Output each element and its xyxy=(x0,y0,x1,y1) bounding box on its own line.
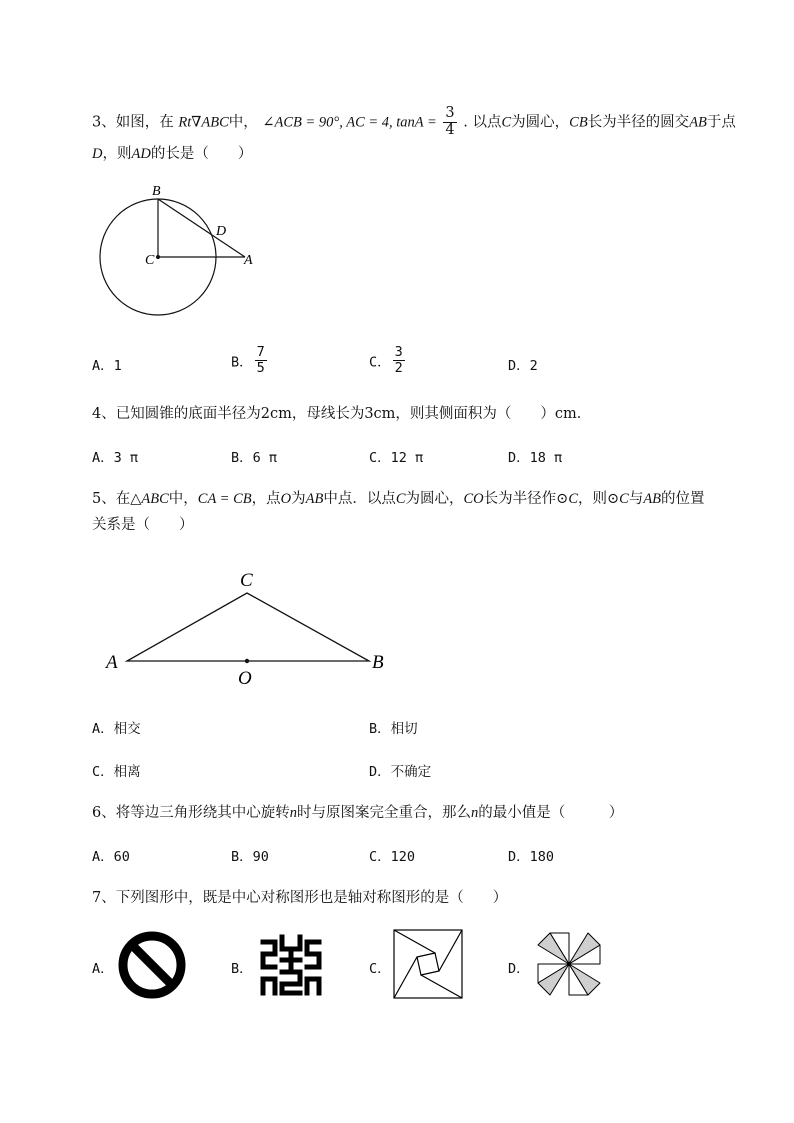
q4-option-c[interactable]: C．12 π xyxy=(369,450,424,466)
q4-text: 4、已知圆锥的底面半径为2cm，母线长为3cm，则其侧面积为（ ）cm． xyxy=(92,406,592,422)
q3-circle-figure xyxy=(90,180,270,320)
q4-option-a[interactable]: A．3 π xyxy=(92,450,139,466)
no-entry-circle-icon[interactable] xyxy=(117,930,187,1000)
q7-option-d-label[interactable]: D． xyxy=(508,961,530,977)
q4-option-d[interactable]: D．18 π xyxy=(508,450,563,466)
q5-line2: 关系是（ ） xyxy=(92,517,194,533)
q6-option-b[interactable]: B．90 xyxy=(231,849,269,865)
q5-label-O: O xyxy=(238,668,252,689)
q7-text: 7、下列图形中，既是中心对称图形也是轴对称图形的是（ ） xyxy=(92,890,508,906)
q7-option-c-label[interactable]: C． xyxy=(369,961,391,977)
q4-option-b[interactable]: B．6 π xyxy=(231,450,278,466)
q3-label-C: C xyxy=(145,253,155,268)
q3-tan-fraction: $\frac{3}{4}$ xyxy=(445,105,455,138)
q5-triangle xyxy=(127,593,369,661)
q6-option-a[interactable]: A．60 xyxy=(92,849,130,865)
pinwheel-flag-icon[interactable] xyxy=(536,931,602,997)
q3-label-D: D xyxy=(216,224,227,239)
q5-option-c[interactable]: C．相离 xyxy=(92,764,141,780)
q5-midpoint-O xyxy=(245,659,249,663)
maze-pattern-icon[interactable] xyxy=(260,934,322,996)
q5-triangle-figure xyxy=(104,566,394,691)
q7-option-a-label[interactable]: A． xyxy=(92,961,114,977)
q5-option-a[interactable]: A．相交 xyxy=(92,721,141,737)
q5-label-B: B xyxy=(372,652,384,673)
pinwheel-square-icon[interactable] xyxy=(393,929,463,999)
q3-label-B: B xyxy=(152,184,161,199)
q3-option-b[interactable]: B． $\frac{7}{5}$ xyxy=(231,344,265,376)
q7-option-b-label[interactable]: B． xyxy=(231,961,253,977)
q5-option-b[interactable]: B．相切 xyxy=(369,721,418,737)
q5-label-A: A xyxy=(106,652,118,673)
q3-line2: D，则AD的长是（ ） xyxy=(92,146,253,162)
q3-line1: 3、如图，在 Rt∇ABC中， ∠ACB = 90°, AC = 4, tanA = $\frac{3}{4}$ . 以点C为圆心，CB长为半径的圆交AB于点 xyxy=(92,105,736,138)
q3-segment-AB xyxy=(158,199,245,257)
q5-label-C: C xyxy=(240,570,253,591)
q6-option-d[interactable]: D．180 xyxy=(508,849,555,865)
q3-center-dot xyxy=(156,255,160,259)
q3-option-a[interactable]: A．1 xyxy=(92,358,122,374)
q5-line1: 5、在△ABC中，CA = CB，点O为AB中点．以点C为圆心，CO长为半径作⊙C，则⊙C与AB的位置 xyxy=(92,491,705,507)
q5-option-d[interactable]: D．不确定 xyxy=(369,764,432,780)
q3-label-A: A xyxy=(244,253,253,268)
q6-text: 6、将等边三角形绕其中心旋转n时与原图案完全重合，那么n的最小值是（ ） xyxy=(92,805,624,821)
q3-option-c[interactable]: C． $\frac{3}{2}$ xyxy=(369,344,403,376)
q6-option-c[interactable]: C．120 xyxy=(369,849,416,865)
q3-option-d[interactable]: D．2 xyxy=(508,358,538,374)
